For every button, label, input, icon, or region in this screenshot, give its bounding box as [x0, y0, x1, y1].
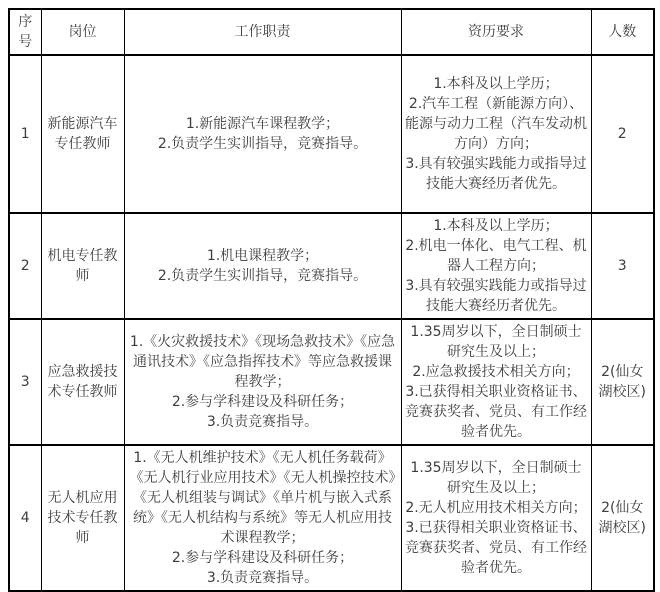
- cell-requirements: [401, 213, 591, 319]
- cell-requirements: [401, 445, 591, 591]
- cell-requirements: [401, 319, 591, 445]
- col-header-position: 岗位: [41, 9, 124, 55]
- duty-item: 2.参与学科建设及科研任务；: [171, 394, 354, 410]
- table-row: [9, 55, 654, 213]
- cell-no: 3: [9, 319, 41, 445]
- cell-position: 机电专任教师: [41, 213, 124, 319]
- requirement-item: 2.机电一体化、电气工程、机器人工程方向；: [405, 238, 587, 274]
- cell-no: 2: [9, 213, 41, 319]
- cell-count: 2(仙女湖校区): [591, 445, 654, 591]
- cell-position: 新能源汽车专任教师: [41, 55, 124, 213]
- requirement-item: 3.已获得相关职业资格证书、竞赛获奖者、党员、有工作经验者优先。: [405, 384, 587, 440]
- col-header-duties: 工作职责: [124, 9, 401, 55]
- cell-position: 无人机应用技术专任教师: [41, 445, 124, 591]
- cell-count: 2: [591, 55, 654, 213]
- table-header-row: [9, 9, 654, 55]
- table-row: [9, 213, 654, 319]
- cell-requirements: [401, 55, 591, 213]
- duty-item: 1.机电课程教学；: [206, 248, 319, 264]
- recruitment-table: [8, 8, 655, 592]
- cell-position: 应急救援技术专任教师: [41, 319, 124, 445]
- duty-item: 1.新能源汽车课程教学；: [185, 116, 340, 132]
- duty-item: 2.负责学生实训指导，竞赛指导。: [157, 136, 368, 152]
- requirement-item: 1.本科及以上学历；: [433, 218, 559, 234]
- requirement-item: 1.35周岁以下，全日制硕士研究生及以上；: [410, 324, 582, 360]
- duty-item: 3.负责竞赛指导。: [206, 414, 319, 430]
- table-row: [9, 319, 654, 445]
- table-row: [9, 445, 654, 591]
- duty-item: 3.负责竞赛指导。: [206, 570, 319, 586]
- requirement-item: 1.35周岁以下，全日制硕士研究生及以上；: [410, 460, 582, 496]
- requirement-item: 2.汽车工程（新能源方向）、能源与动力工程（汽车发动机方向）方向；: [405, 96, 587, 152]
- requirement-item: 3.具有较强实践能力或指导过技能大赛经历者优先。: [405, 156, 587, 192]
- cell-count: 3: [591, 213, 654, 319]
- cell-no: 4: [9, 445, 41, 591]
- requirement-item: 2.无人机应用技术相关方向；: [405, 500, 587, 516]
- requirement-item: 1.本科及以上学历；: [433, 76, 559, 92]
- requirement-item: 3.已获得相关职业资格证书、竞赛获奖者、党员、有工作经验者优先。: [405, 520, 587, 576]
- col-header-no: 序号: [9, 9, 41, 55]
- duty-item: 1.《无人机维护技术》《无人机任务载荷》《无人机行业应用技术》《无人机操控技术》《无人机组装与调试》《单片机与嵌入式系统》《无人机结构与系统》等无人机应用技术课程教学；: [129, 450, 396, 546]
- duty-item: 2.参与学科建设及科研任务；: [171, 550, 354, 566]
- requirement-item: 2.应急救援技术相关方向；: [412, 364, 580, 380]
- cell-duties: [124, 319, 401, 445]
- requirement-item: 3.具有较强实践能力或指导过技能大赛经历者优先。: [405, 278, 587, 314]
- cell-count: 2(仙女湖校区): [591, 319, 654, 445]
- cell-duties: [124, 213, 401, 319]
- cell-duties: [124, 445, 401, 591]
- cell-no: 1: [9, 55, 41, 213]
- col-header-requirements: 资历要求: [401, 9, 591, 55]
- cell-duties: [124, 55, 401, 213]
- duty-item: 1.《火灾救援技术》《现场急救技术》《应急通讯技术》《应急指挥技术》等应急救援课程教学；: [129, 334, 396, 390]
- col-header-count: 人数: [591, 9, 654, 55]
- duty-item: 2.负责学生实训指导，竞赛指导。: [157, 268, 368, 284]
